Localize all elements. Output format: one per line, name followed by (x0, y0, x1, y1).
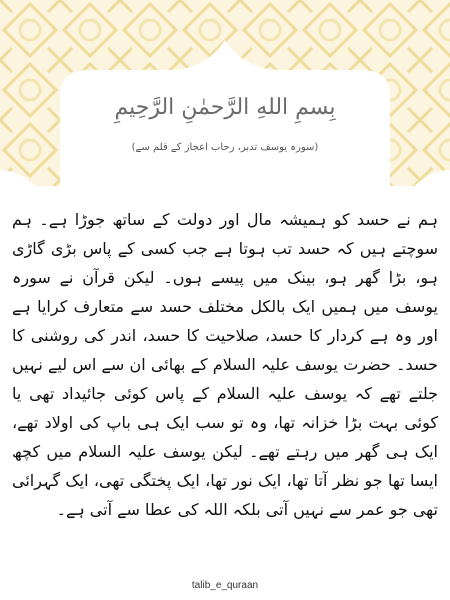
source-subtitle: (سورہ یوسف تدبر، رحاب اعجاز کے قلم سے) (131, 142, 319, 153)
article-body (12, 205, 438, 524)
author-credit: talib_e_quraan (191, 580, 259, 591)
article-paragraph: ہم نے حسد کو ہمیشہ مال اور دولت کے ساتھ جوڑا ہے۔ ہم سوچتے ہیں کہ حسد تب ہوتا ہے جب کسی کے پاس بڑی گاڑی ہو، بڑا گھر ہو، بینک میں پیسے ہوں۔ لیکن قرآن نے سورہ یوسف میں ہمیں ایک بالکل مختلف حسد سے متعارف کرایا ہے اور وہ ہے کردار کا حسد، صلاحیت کا حسد، اندر کی روشنی کا حسد۔ حضرت یوسف علیہ السلام کے بھائی ان سے اس لیے نہیں جلتے تھے کہ یوسف علیہ السلام کے پاس کوئی جائیداد تھی یا کوئی بہت بڑا خزانہ تھا، وہ تو سب ایک ہی باپ کی اولاد تھے، ایک ہی گھر میں رہتے تھے۔ لیکن یوسف علیہ السلام میں کچھ ایسا تھا جو نظر آتا تھا، ایک نور تھا، ایک پختگی تھی، ایک گہرائی تھی جو عمر سے نہیں آتی بلکہ اللہ کی عطا سے آتی ہے۔ (12, 210, 438, 519)
bismillah-heading: بِسمِ اللهِ الرَّحمٰنِ الرَّحِیمِ (114, 95, 336, 120)
